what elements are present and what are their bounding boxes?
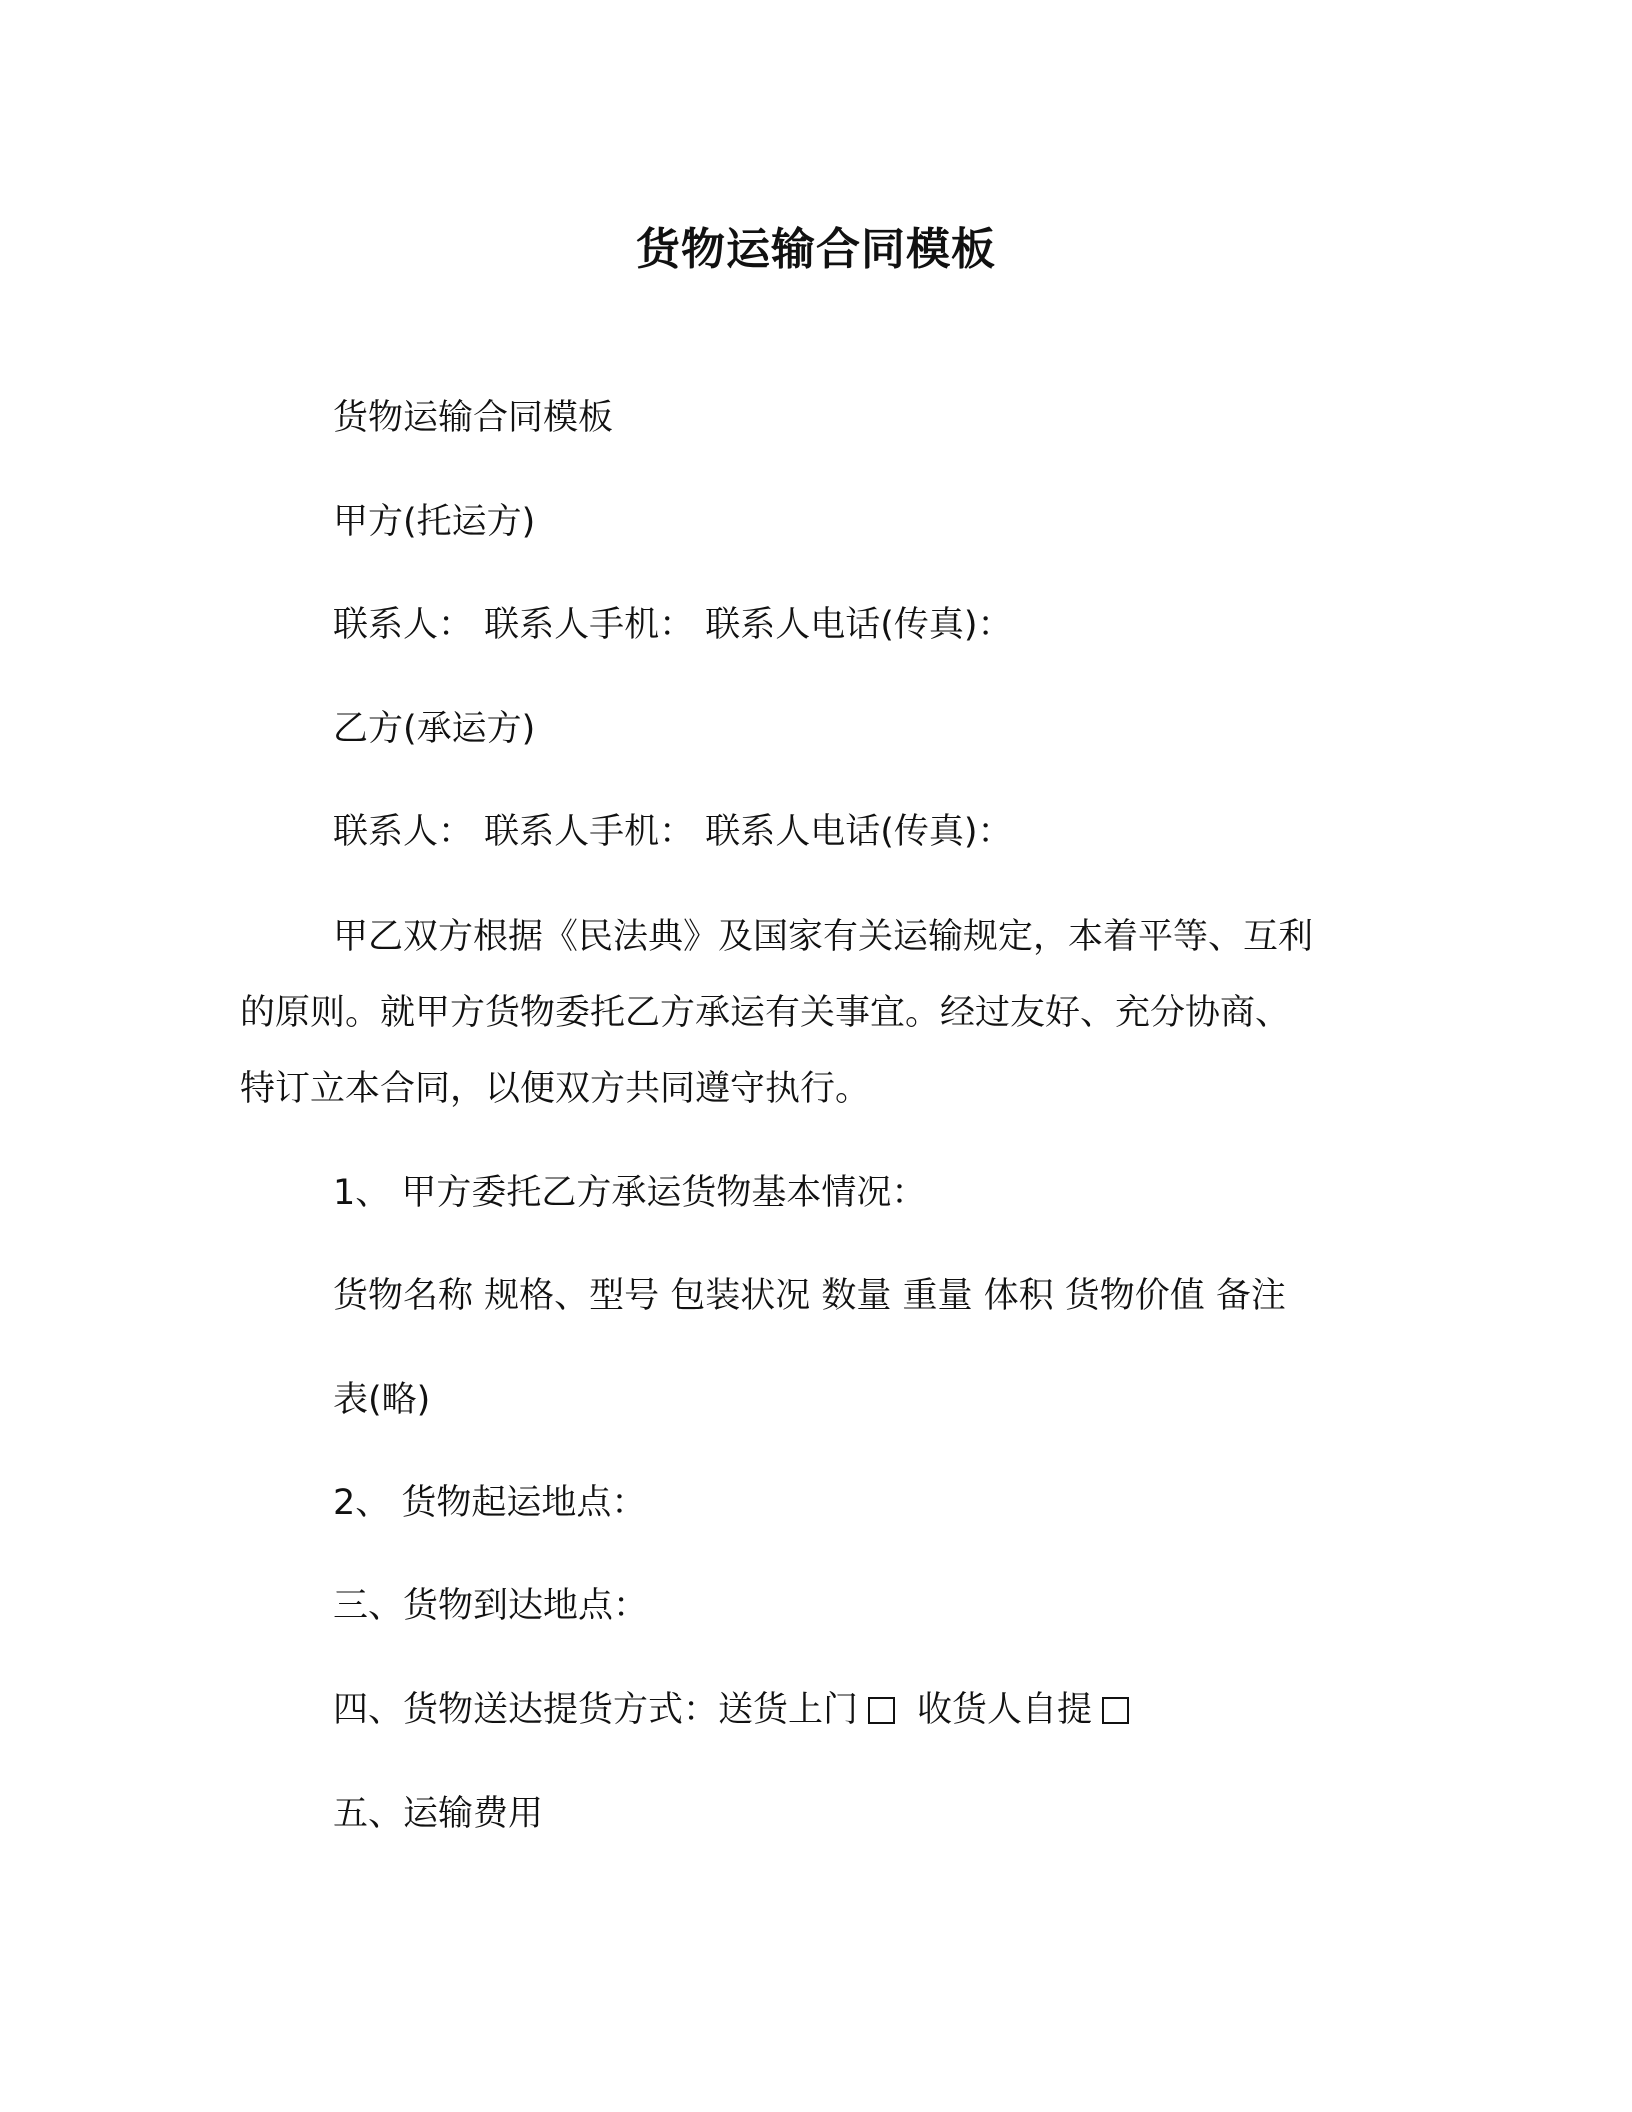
item-4-prefix: 四、货物送达提货方式：送货上门 — [333, 1690, 859, 1730]
document-title: 货物运输合同模板 — [636, 224, 996, 275]
goods-columns-line: 货物名称 规格、型号 包装状况 数量 重量 体积 货物价值 备注 — [333, 1276, 1286, 1316]
intro-line-1: 甲乙双方根据《民法典》及国家有关运输规定，本着平等、互利 — [333, 917, 1314, 957]
party-a-contact-line: 联系人： 联系人手机： 联系人电话(传真)： — [333, 605, 1013, 645]
item-4-line — [333, 1685, 1129, 1735]
door-delivery-checkbox[interactable] — [868, 1697, 895, 1724]
item-1-line: 1、 甲方委托乙方承运货物基本情况： — [333, 1173, 927, 1213]
intro-line-3: 特订立本合同，以便双方共同遵守执行。 — [240, 1069, 871, 1109]
table-note-line: 表(略) — [333, 1380, 431, 1420]
party-b-line: 乙方(承运方) — [333, 709, 536, 749]
party-a-line: 甲方(托运方) — [333, 502, 536, 542]
item-4-option2: 收货人自提 — [917, 1690, 1093, 1730]
heading-line: 货物运输合同模板 — [333, 398, 614, 438]
intro-line-2: 的原则。就甲方货物委托乙方承运有关事宜。经过友好、充分协商、 — [240, 993, 1291, 1033]
item-3-line: 三、货物到达地点： — [333, 1586, 649, 1626]
party-b-contact-line: 联系人： 联系人手机： 联系人电话(传真)： — [333, 812, 1013, 852]
item-5-line: 五、运输费用 — [333, 1794, 544, 1834]
self-pickup-checkbox[interactable] — [1102, 1697, 1129, 1724]
item-2-line: 2、 货物起运地点： — [333, 1483, 647, 1523]
